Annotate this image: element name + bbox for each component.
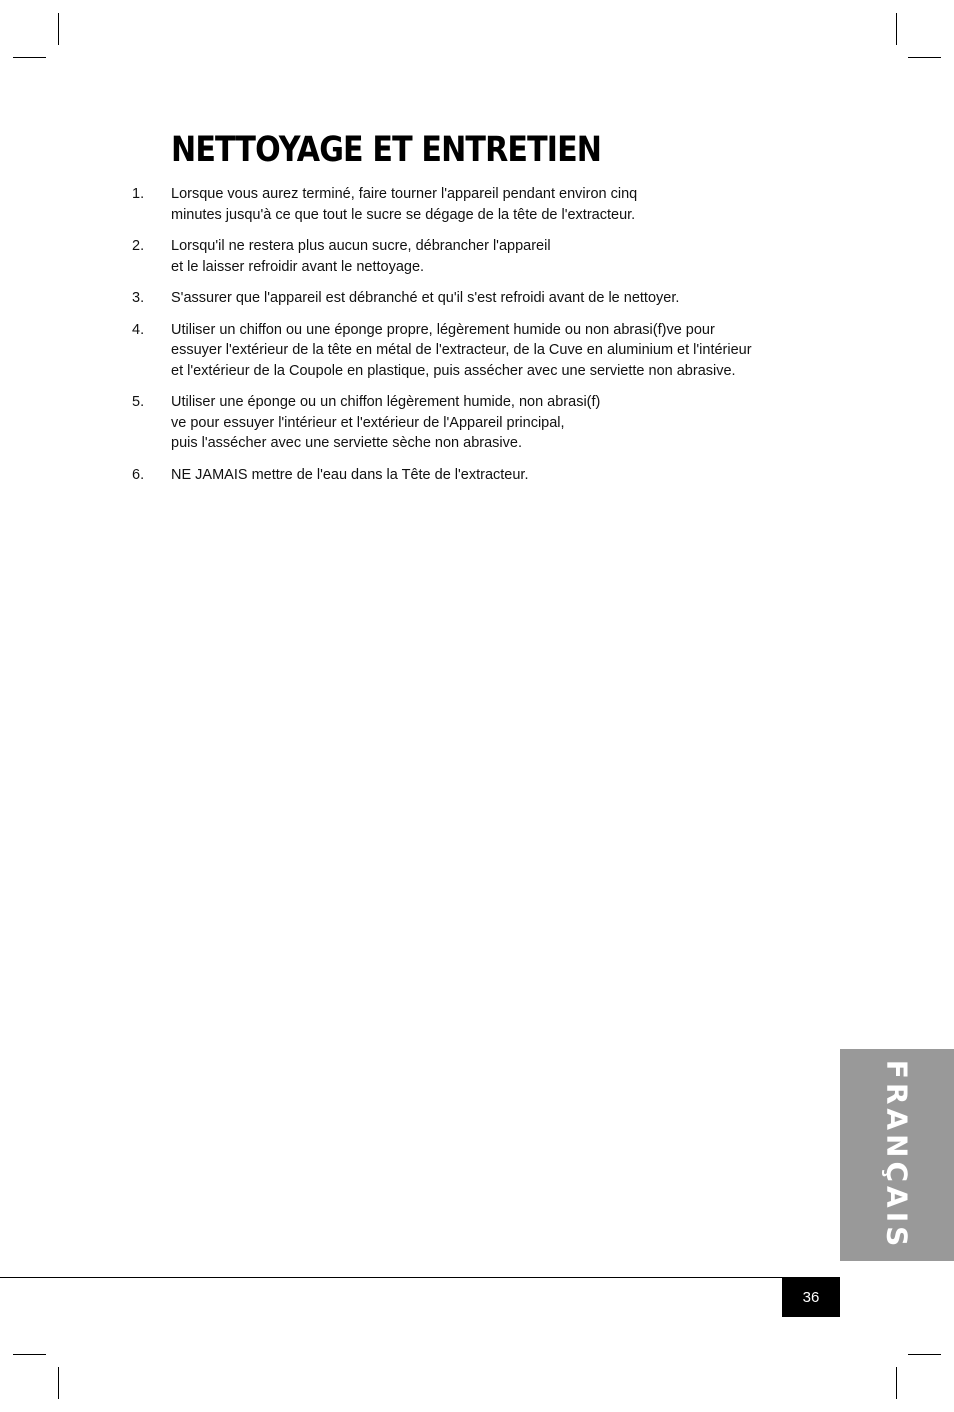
- step-line: Utiliser une éponge ou un chiffon légèrement humide, non abrasi(f): [171, 394, 601, 410]
- step-line: puis l'assécher avec une serviette sèche non abrasive.: [171, 435, 522, 451]
- list-item: [132, 236, 822, 277]
- footer-divider: [0, 1277, 840, 1278]
- crop-mark-top-left-horizontal: [13, 57, 46, 58]
- list-item: [132, 288, 822, 309]
- step-text: [171, 236, 822, 277]
- list-item: [132, 320, 822, 382]
- crop-mark-bottom-right-horizontal: [908, 1354, 941, 1355]
- step-number: 3.: [132, 290, 145, 306]
- step-text: [171, 465, 822, 486]
- page-number: 36: [802, 1289, 820, 1306]
- step-line: S'assurer que l'appareil est débranché et qu'il s'est refroidi avant de le nettoyer.: [171, 290, 680, 306]
- step-line: NE JAMAIS mettre de l'eau dans la Tête de l'extracteur.: [171, 466, 529, 483]
- step-number: 5.: [132, 394, 145, 410]
- page-title: NETTOYAGE ET ENTRETIEN: [171, 130, 602, 170]
- step-text: [171, 288, 822, 309]
- page-number-box: [782, 1278, 840, 1317]
- crop-mark-top-left-vertical: [58, 13, 59, 45]
- step-line: minutes jusqu'à ce que tout le sucre se dégage de la tête de l'extracteur.: [171, 206, 636, 223]
- step-line: et le laisser refroidir avant le nettoyage.: [171, 258, 425, 275]
- language-tab: [840, 1049, 954, 1261]
- step-text: [171, 392, 822, 454]
- step-line: Utiliser un chiffon ou une éponge propre, légèrement humide ou non abrasi(f)ve pour: [171, 321, 715, 338]
- cleaning-steps-list: [132, 184, 822, 496]
- step-text: [171, 184, 822, 225]
- step-number: 4.: [132, 321, 145, 338]
- crop-mark-bottom-left-horizontal: [13, 1354, 46, 1355]
- step-number: 6.: [132, 466, 145, 483]
- step-number: 1.: [132, 186, 145, 202]
- step-line: ve pour essuyer l'intérieur et l'extérieur de l'Appareil principal,: [171, 414, 565, 431]
- step-line: essuyer l'extérieur de la tête en métal de l'extracteur, de la Cuve en aluminium et l'intérieur: [171, 342, 752, 358]
- step-line: et l'extérieur de la Coupole en plastique, puis assécher avec une serviette non abrasive.: [171, 362, 736, 379]
- step-number: 2.: [132, 238, 145, 254]
- list-item: [132, 465, 822, 486]
- crop-mark-bottom-left-vertical: [58, 1367, 59, 1399]
- list-item: [132, 184, 822, 225]
- step-line: Lorsque vous aurez terminé, faire tourner l'appareil pendant environ cinq: [171, 186, 638, 202]
- crop-mark-top-right-vertical: [896, 13, 897, 45]
- step-line: Lorsqu'il ne restera plus aucun sucre, débrancher l'appareil: [171, 238, 551, 254]
- step-text: [171, 320, 822, 382]
- language-tab-label: FRANÇAIS: [880, 1059, 914, 1251]
- list-item: [132, 392, 822, 454]
- crop-mark-bottom-right-vertical: [896, 1367, 897, 1399]
- crop-mark-top-right-horizontal: [908, 57, 941, 58]
